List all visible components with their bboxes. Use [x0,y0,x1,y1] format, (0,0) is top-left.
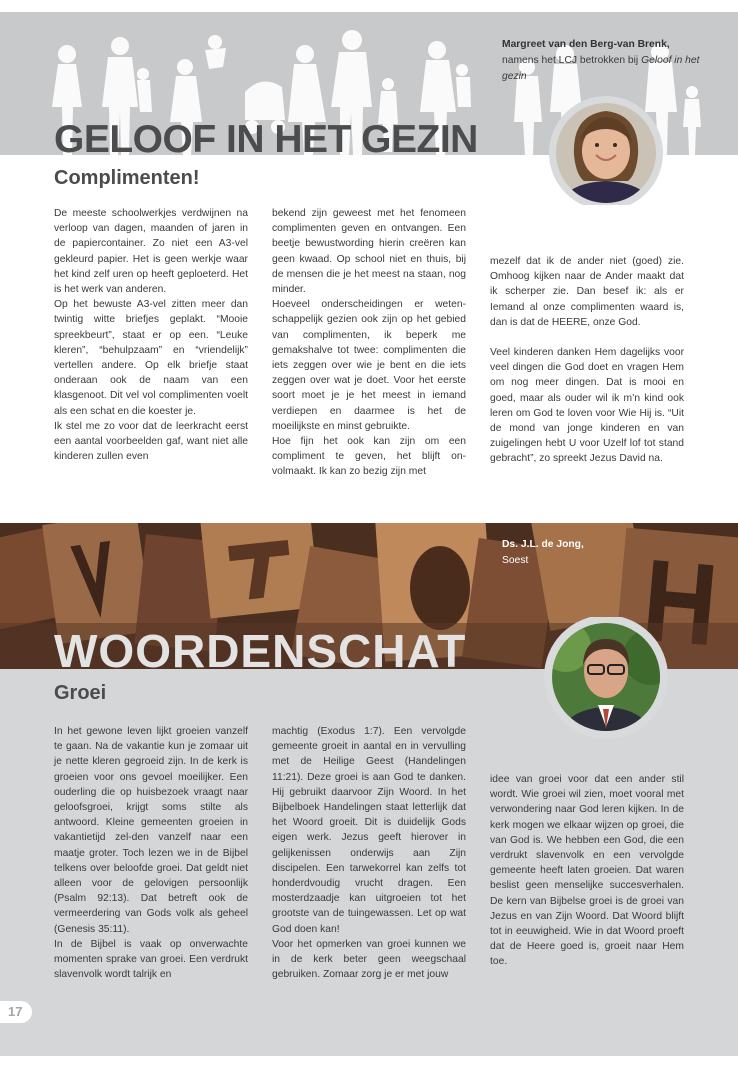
paragraph: In de Bijbel is vaak op onverwachte momenten sprake van groei. Een verdrukt slavenvolk wordt talrijk en [54,938,248,981]
paragraph: Hoeveel onderscheidingen er weten-schappelijk gezien ook zijn op het gebied van complimenten, ik beperk me gemakshalve tot twee: complimenten die iets zeggen over wie je bent en die iets zeggen over wat je doet. Voor het eerste soort moet je je het meest in iemand verdiepen en daarmee is het de moeilijkste en minst gebruikte. [272,299,466,432]
author-portrait-woman [536,95,676,205]
paragraph: Ik stel me zo voor dat de leerkracht eerst een aantal voorbeelden gaf, want niet alle kinderen zullen even [54,420,248,463]
paragraph: machtig (Exodus 1:7). Een vervolgde gemeente groeit in aantal en in vervulling met de Heilige Geest (Handelingen 11:21). Deze groei is aan God te danken. Hij gebruikt daarvoor Zijn Woord. In het Bijbelboek Handelingen staat letterlijk dat het Woord groeit. Dit is duidelijk Gods eigen werk. Jezus geeft hierover in gelijkenissen onderwijs aan Zijn discipelen. Een tarwekorrel kan zelfs tot honderdvoudig vrucht dragen. Een mosterdzaadje kan uitgroeien tot het grootste van de tuingewassen. Let op wat God doen kan! [272,726,466,935]
article-column-2 [272,724,466,982]
paragraph: In het gewone leven lijkt groeien vanzelf te gaan. Na de vakantie kun je zomaar uit je nette kleren gegroeid zijn. In de kerk is groeien voor ons gevoel moeilijker. Een ouderling die op huisbezoek vraagt naar geloofsgroei, krijgt soms stilte als antwoord. Kleine gemeenten groeien in vakantietijd zel-den vanzelf naar een maatje groter. Toch lezen we in de Bijbel telkens over beloofde groei. Dat geldt niet alleen voor de gelovigen persoonlijk (Psalm 92:13). Dat betreft ook de vermeerdering van Gods volk als geheel (Genesis 35:11). [54,726,248,935]
article-column-1 [54,724,248,982]
article-column-2 [272,206,466,480]
paragraph: Veel kinderen danken Hem dagelijks voor veel dingen die God doet en vragen Hem om nog meer dingen. Dat is mooi en goed, maar als ouder wil ik m’n kind ook leren om God te loven voor Wie Hij is. “Uit de mond van jonge kinderen en van zuigelingen hebt U voor Uzelf lof tot stand gebracht”, zo spreekt Jezus David na. [490,347,684,465]
page-title-geloof-in-het-gezin: GELOOF IN HET GEZIN [54,118,478,161]
paragraph: De meeste schoolwerkjes verdwijnen na verloop van dagen, maanden of jaren in de papiercontainer. Zo niet een A3-vel gekleurd papier. Het is geen werkje waar het kind zelf uren op heeft geploeterd. Het is het werk van anderen. [54,208,248,296]
paragraph: idee van groei voor dat een ander stil wordt. Wie groei wil zien, moet vooral met verwondering naar God leren kijken. In de kerk mogen we elkaar wijzen op groei, die van God is. We hebben een God, die een verdrukt slavenvolk en een vervolgde gemeente heeft laten groeien. Dat waren beslist geen menselijke succesverhalen. De kern van Bijbelse groei is de groei van Jezus en van Zijn Woord. Dat Woord blijft tot in eeuwigheid. Wie in dat Woord proeft dat de Heere goed is, groeit naar Hem toe. [490,774,684,968]
author-name: Ds. J.L. de Jong, [502,539,584,550]
paragraph: Voor het opmerken van groei kunnen we in de kerk beter geen weegschaal gebruiken. Zomaar zorg je er met jouw [272,938,466,981]
author-role: namens het LCJ betrokken bij [502,55,642,66]
author-role-emphasis: Geloof in het gezin [502,55,700,82]
author-place: Soest [502,555,529,566]
page-number: 17 [0,1001,32,1023]
article-column-3 [490,254,684,467]
paragraph: bekend zijn geweest met het fenomeen complimenten geven en ontvangen. Een beetje bewustwording hierin creëren kan geen kwaad. Op school niet en thuis, bij de mensen die je het meest na staan, nog minder. [272,208,466,296]
paragraph: mezelf dat ik de ander niet (goed) zie. Omhoog kijken naar de Ander maakt dat ik scherper zie. Dan besef ik: als er Iemand al onze complimenten waard is, dan is dat de HEERE, onze God. [490,256,684,328]
paragraph: Op het bewuste A3-vel zitten meer dan twintig witte briefjes geplakt. “Mooie spreekbeurt”, staat er op een. “Leuke kleren”, “behulpzaam” en “vriendelijk” vertellen andere. Op elk briefje staat onderaan ook de naam van een klasgenoot. Dit vel vol complimenten voelt als een schat en die koester je. [54,299,248,417]
author-byline [502,37,717,85]
article-column-1 [54,206,248,464]
author-name: Margreet van den Berg-van Brenk, [502,39,670,50]
section-subtitle-complimenten: Complimenten! [54,167,200,189]
author-byline [502,537,702,569]
article-column-3 [490,772,684,970]
author-portrait-man [536,617,676,743]
page-title-woordenschat: WOORDENSCHAT [54,625,467,677]
section-subtitle-groei: Groei [54,682,107,704]
paragraph: Hoe fijn het ook kan zijn om een compliment te geven, het blijft on-volmaakt. Ik kan zo bezig zijn met [272,436,466,478]
